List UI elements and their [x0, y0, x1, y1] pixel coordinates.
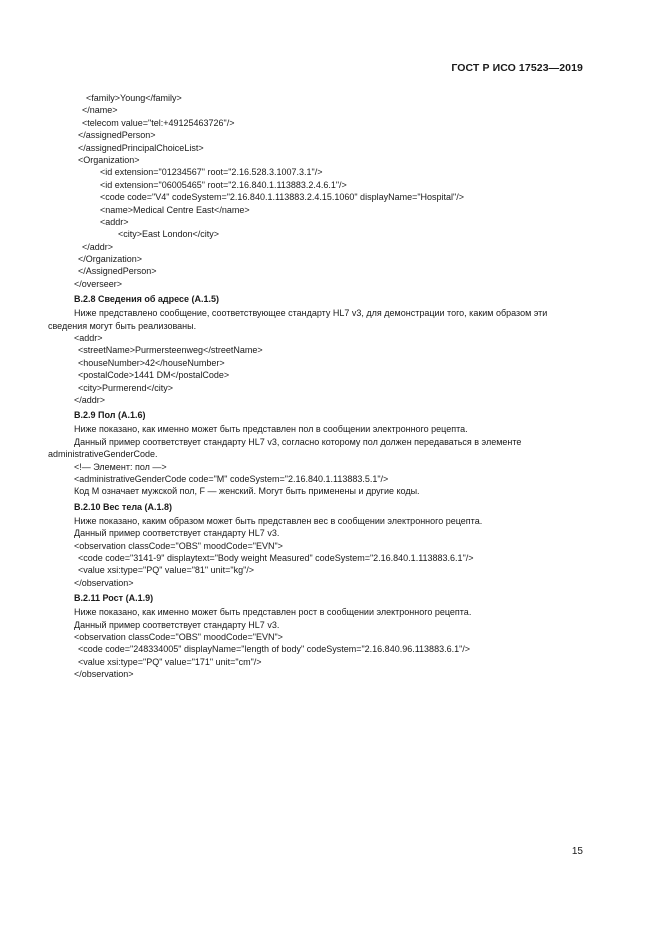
code-line: </addr>: [82, 241, 114, 252]
code-line: <name>Medical Centre East</name>: [100, 204, 250, 215]
code-line: <observation classCode="OBS" moodCode="EVN">: [74, 540, 283, 551]
code-line: <family>Young</family>: [86, 93, 182, 103]
code-line: <!— Элемент: пол —>: [74, 461, 167, 472]
paragraph: Данный пример соответствует стандарту HL7 v3, согласно которому пол должен передаваться в элементе administrativeGenderCode.: [48, 436, 522, 460]
page-number: 15: [571, 846, 583, 857]
code-line: <observation classCode="OBS" moodCode="EVN">: [74, 631, 283, 642]
section-heading-b29: В.2.9 Пол (А.1.6): [74, 410, 146, 421]
code-line: <houseNumber>42</houseNumber>: [78, 357, 225, 368]
code-line: <city>Purmerend</city>: [78, 382, 174, 393]
code-line: <administrativeGenderCode code="M" codeSystem="2.16.840.1.113883.5.1"/>: [74, 474, 389, 484]
code-line: </overseer>: [74, 278, 123, 289]
code-line: </name>: [82, 105, 118, 116]
paragraph: Ниже представлено сообщение, соответствующее стандарту HL7 v3, для демонстрации того, каким образом эти сведения могут быть реализованы.: [48, 308, 548, 331]
code-line: <streetName>Purmersteenweg</streetName>: [78, 345, 263, 356]
page-content: [0, 92, 661, 680]
code-line: </assignedPrincipalChoiceList>: [78, 142, 204, 153]
code-line: </addr>: [74, 395, 106, 406]
code-line: <code code="V4" codeSystem="2.16.840.1.113883.2.4.15.1060" displayName="Hospital"/>: [100, 192, 464, 203]
code-line: <id extension="01234567" root="2.16.528.3.1007.3.1"/>: [100, 167, 323, 178]
paragraph: Ниже показано, как именно может быть представлен пол в сообщении электронного рецепта.: [74, 424, 468, 435]
code-line: <city>East London</city>: [118, 229, 220, 240]
code-line: <value xsi:type="PQ" value="81" unit="kg"/>: [78, 565, 255, 576]
code-line: </Organization>: [78, 254, 143, 265]
document-code: ГОСТ Р ИСО 17523—2019: [451, 62, 583, 74]
code-line: <postalCode>1441 DM</postalCode>: [78, 370, 230, 381]
code-line: <telecom value="tel:+49125463726"/>: [82, 117, 235, 128]
code-line: <value xsi:type="PQ" value="171" unit="cm"/>: [78, 656, 262, 667]
code-line: <code code="248334005" displayName="length of body" codeSystem="2.16.840.96.113883.6.1"/>: [78, 644, 471, 655]
code-line: <code code="3141-9" displaytext="Body weight Measured" codeSystem="2.16.840.1.113883.6.1"/>: [78, 552, 474, 563]
paragraph: Данный пример соответствует стандарту HL7 v3.: [74, 619, 280, 630]
code-line: <addr>: [100, 216, 129, 227]
code-line: </observation>: [74, 577, 134, 588]
paragraph: Код M означает мужской пол, F — женский. Могут быть применены и другие коды.: [74, 486, 420, 497]
code-line: </assignedPerson>: [78, 130, 156, 141]
section-heading-b211: В.2.11 Рост (А.1.9): [74, 593, 154, 604]
code-line: <addr>: [74, 333, 103, 344]
paragraph: Ниже показано, каким образом может быть представлен вес в сообщении электронного рецепта.: [74, 515, 483, 526]
paragraph: Данный пример соответствует стандарту HL7 v3.: [74, 528, 280, 539]
code-line: </AssignedPerson>: [78, 266, 157, 277]
code-line: </observation>: [74, 669, 134, 680]
paragraph: Ниже показано, как именно может быть представлен рост в сообщении электронного рецепта.: [74, 607, 472, 618]
code-line: <Organization>: [78, 154, 140, 165]
code-line: <id extension="06005465" root="2.16.840.1.113883.2.4.6.1"/>: [100, 179, 347, 190]
section-heading-b210: В.2.10 Вес тела (А.1.8): [74, 501, 173, 512]
section-heading-b28: В.2.8 Сведения об адресе (А.1.5): [74, 294, 220, 305]
